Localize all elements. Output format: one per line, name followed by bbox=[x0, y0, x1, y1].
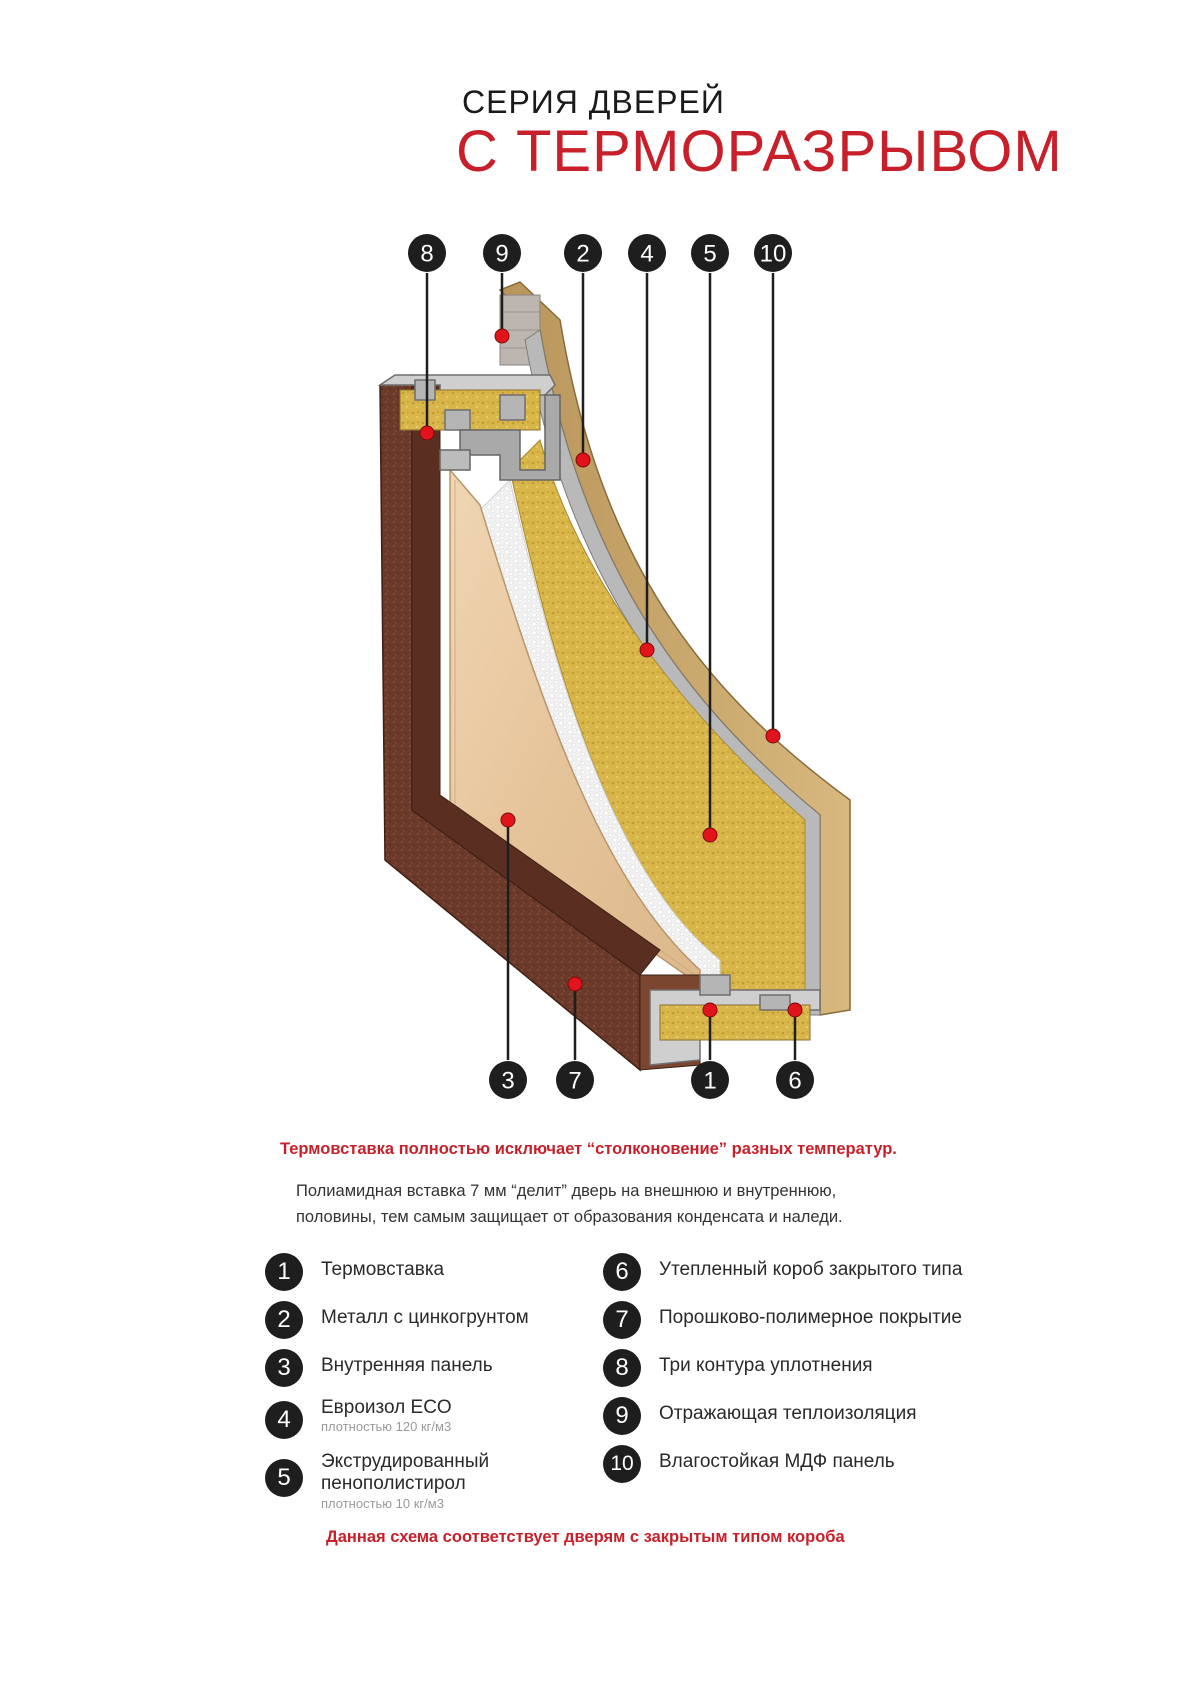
callout-5-label: 5 bbox=[703, 240, 717, 268]
legend-label: Термовставка bbox=[321, 1259, 445, 1280]
marker-dot-8 bbox=[420, 426, 434, 440]
legend-note: плотностью 120 кг/м3 bbox=[321, 1419, 452, 1434]
legend-label: Металл с цинкогрунтом bbox=[321, 1307, 529, 1328]
legend-badge: 4 bbox=[265, 1401, 303, 1439]
callout-6 bbox=[776, 1061, 814, 1099]
callout-3-label: 3 bbox=[501, 1067, 515, 1095]
marker-dot-1 bbox=[703, 1003, 717, 1017]
callout-1 bbox=[691, 1061, 729, 1099]
legend-badge: 10 bbox=[603, 1445, 641, 1483]
callout-4-label: 4 bbox=[640, 240, 654, 268]
callout-9-label: 9 bbox=[495, 240, 509, 268]
callout-2 bbox=[564, 234, 602, 272]
legend-badge: 2 bbox=[265, 1301, 303, 1339]
legend-badge: 7 bbox=[603, 1301, 641, 1339]
legend-label: Евроизол ECO bbox=[321, 1397, 452, 1418]
marker-dot-10 bbox=[766, 729, 780, 743]
description-line-2: половины, тем самым защищает от образования конденсата и наледи. bbox=[296, 1208, 843, 1226]
callout-8 bbox=[408, 234, 446, 272]
marker-dot-2 bbox=[576, 453, 590, 467]
callout-3 bbox=[489, 1061, 527, 1099]
legend-label-line-2: пенополистирол bbox=[321, 1473, 466, 1494]
legend-label: Порошково-полимерное покрытие bbox=[659, 1307, 962, 1328]
callout-5 bbox=[691, 234, 729, 272]
series-subtitle: СЕРИЯ ДВЕРЕЙ bbox=[462, 84, 725, 120]
legend-label: Экструдированный bbox=[321, 1451, 490, 1472]
callout-10 bbox=[754, 234, 792, 272]
legend-badge: 9 bbox=[603, 1397, 641, 1435]
legend-label: Отражающая теплоизоляция bbox=[659, 1403, 917, 1424]
legend-label: Внутренняя панель bbox=[321, 1355, 493, 1376]
description-line-1: Полиамидная вставка 7 мм “делит” дверь на внешнюю и внутреннюю, bbox=[296, 1182, 837, 1200]
legend-badge: 1 bbox=[265, 1253, 303, 1291]
series-title: С ТЕРМОРАЗРЫВОМ bbox=[456, 119, 1063, 184]
marker-dot-3 bbox=[501, 813, 515, 827]
legend-label: Утепленный короб закрытого типа bbox=[659, 1259, 963, 1280]
thermal-insert-description bbox=[296, 1178, 1016, 1230]
callout-10-label: 10 bbox=[759, 240, 787, 268]
marker-dot-7 bbox=[568, 977, 582, 991]
legend-label: Три контура уплотнения bbox=[659, 1355, 873, 1376]
callout-7 bbox=[556, 1061, 594, 1099]
legend-badge: 8 bbox=[603, 1349, 641, 1387]
callout-4 bbox=[628, 234, 666, 272]
marker-dot-4 bbox=[640, 643, 654, 657]
callout-7-label: 7 bbox=[568, 1067, 582, 1095]
thermal-insert-headline: Термовставка полностью исключает “столконовение” разных температур. bbox=[280, 1140, 897, 1158]
closed-box-note: Данная схема соответствует дверям с закрытым типом короба bbox=[326, 1528, 845, 1546]
marker-dot-9 bbox=[495, 329, 509, 343]
callout-9 bbox=[483, 234, 521, 272]
callout-6-label: 6 bbox=[788, 1067, 802, 1095]
marker-dot-5 bbox=[703, 828, 717, 842]
legend-note: плотностью 10 кг/м3 bbox=[321, 1496, 444, 1511]
legend-label: Влагостойкая МДФ панель bbox=[659, 1451, 895, 1472]
legend-badge: 3 bbox=[265, 1349, 303, 1387]
callout-2-label: 2 bbox=[576, 240, 590, 268]
legend-badge: 6 bbox=[603, 1253, 641, 1291]
legend-badge: 5 bbox=[265, 1459, 303, 1497]
callout-1-label: 1 bbox=[703, 1067, 717, 1095]
callout-8-label: 8 bbox=[420, 240, 434, 268]
marker-dot-6 bbox=[788, 1003, 802, 1017]
